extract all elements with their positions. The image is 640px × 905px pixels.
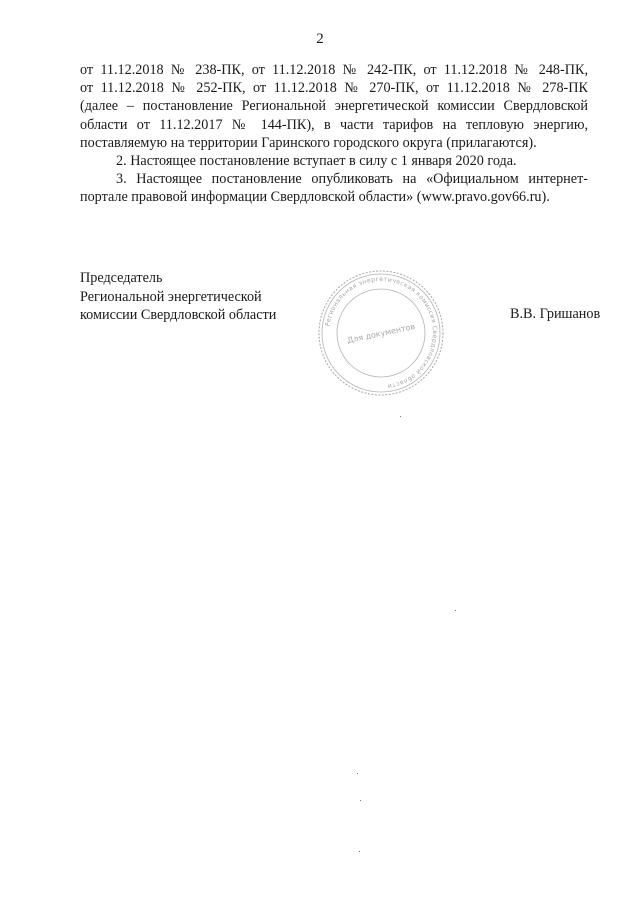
text-line: области от 11.12.2017 № 144-ПК), в части тарифов на тепловую энергию, xyxy=(80,116,588,133)
scan-speck xyxy=(455,610,456,611)
scan-speck xyxy=(400,416,401,417)
page-number: 2 xyxy=(316,31,324,47)
paragraph-3-line2: портале правовой информации Свердловской области» (www.pravo.gov66.ru). xyxy=(80,189,550,206)
text-line: от 11.12.2018 № 252-ПК, от 11.12.2018 № 270-ПК, от 11.12.2018 № 278-ПК xyxy=(80,80,588,97)
official-stamp xyxy=(316,268,446,398)
text-line: поставляемую на территории Гаринского городского округа (прилагаются). xyxy=(80,134,537,151)
scan-speck xyxy=(357,773,358,774)
paragraph-3-line1: 3. Настоящее постановление опубликовать на «Официальном интернет- xyxy=(116,171,588,188)
signature-title xyxy=(80,269,276,325)
scan-speck xyxy=(359,851,360,852)
text-line: от 11.12.2018 № 238-ПК, от 11.12.2018 № 242-ПК, от 11.12.2018 № 248-ПК, xyxy=(80,62,588,78)
signature-title-line: комиссии Свердловской области xyxy=(80,307,277,323)
stamp-center-text: Для документов xyxy=(346,321,416,346)
signature-title-line: Председатель xyxy=(80,270,163,286)
paragraph-2: 2. Настоящее постановление вступает в силу с 1 января 2020 года. xyxy=(116,153,517,170)
scan-speck xyxy=(360,800,361,801)
signer-name: В.В. Гришанов xyxy=(510,306,601,322)
stamp-ring-text: Региональная энергетическая комиссия Свердловской области xyxy=(324,275,439,390)
document-body xyxy=(80,61,588,207)
text-line: (далее – постановление Региональной энергетической комиссии Свердловской xyxy=(80,98,588,115)
signature-title-line: Региональной энергетической xyxy=(80,288,262,305)
